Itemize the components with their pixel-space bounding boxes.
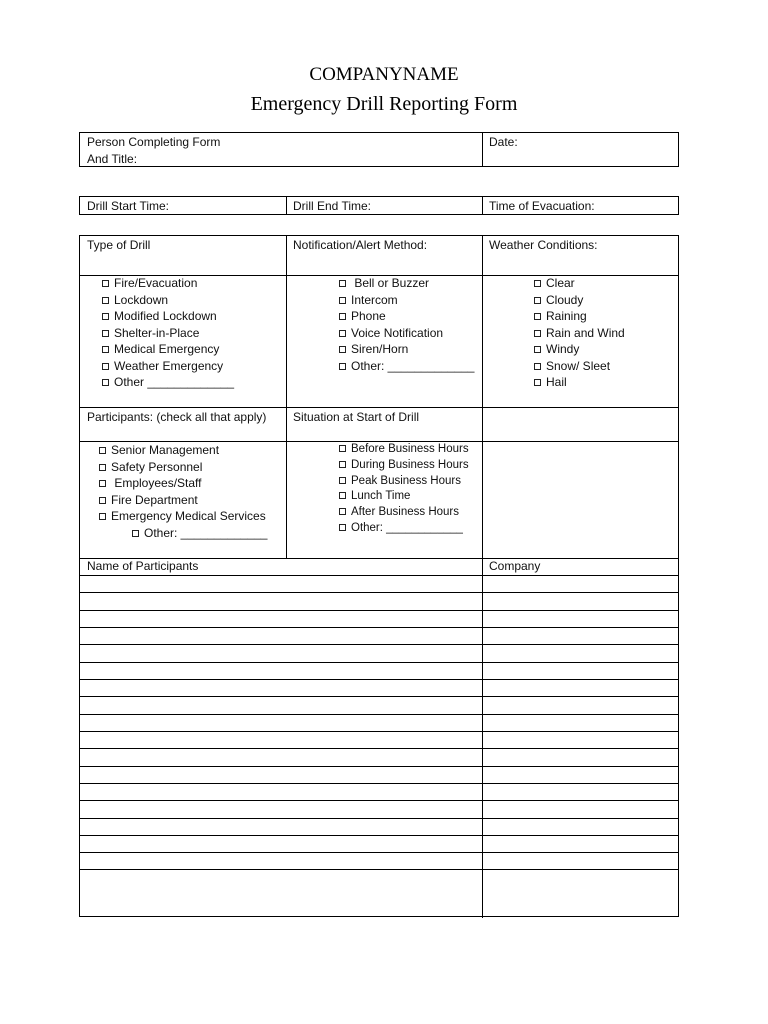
- drill-type-option[interactable]: Other _____________: [102, 374, 234, 391]
- weather-option[interactable]: Windy: [534, 341, 625, 358]
- checkbox-icon[interactable]: [339, 461, 346, 468]
- checkbox-icon[interactable]: [102, 280, 109, 287]
- drill-details-table: [79, 235, 679, 917]
- checkbox-icon[interactable]: [534, 313, 541, 320]
- drill-start-time-field[interactable]: Drill Start Time:: [87, 199, 170, 213]
- checkbox-icon[interactable]: [339, 297, 346, 304]
- alert-method-option[interactable]: Intercom: [339, 292, 474, 309]
- form-title: Emergency Drill Reporting Form: [250, 93, 518, 115]
- checkbox-icon[interactable]: [534, 379, 541, 386]
- drill-type-option[interactable]: Lockdown: [102, 292, 234, 309]
- situation-header: Situation at Start of Drill: [293, 410, 420, 424]
- alert-method-option[interactable]: Siren/Horn: [339, 341, 474, 358]
- checkbox-icon[interactable]: [102, 379, 109, 386]
- company-name: COMPANYNAME: [309, 64, 459, 85]
- alert-method-option[interactable]: Bell or Buzzer: [339, 275, 474, 292]
- situation-list: [339, 442, 469, 537]
- checkbox-icon[interactable]: [339, 330, 346, 337]
- drill-times-table: [79, 196, 679, 215]
- weather-list: [534, 275, 625, 391]
- weather-option[interactable]: Clear: [534, 275, 625, 292]
- checkbox-icon[interactable]: [534, 346, 541, 353]
- date-field[interactable]: Date:: [489, 135, 518, 149]
- checkbox-icon[interactable]: [339, 280, 346, 287]
- company-header: Company: [489, 559, 541, 573]
- participant-type-list: [99, 442, 267, 541]
- alert-method-option[interactable]: Phone: [339, 308, 474, 325]
- checkbox-icon[interactable]: [339, 492, 346, 499]
- person-label-line1: Person Completing Form: [87, 135, 221, 149]
- situation-option[interactable]: Lunch Time: [339, 489, 469, 505]
- checkbox-icon[interactable]: [339, 524, 346, 531]
- checkbox-icon[interactable]: [339, 508, 346, 515]
- situation-option[interactable]: Other: ____________: [339, 521, 469, 537]
- alert-method-list: [339, 275, 474, 374]
- weather-option[interactable]: Cloudy: [534, 292, 625, 309]
- person-label-line2: And Title:: [87, 151, 138, 166]
- situation-option[interactable]: Peak Business Hours: [339, 474, 469, 490]
- evacuation-time-field[interactable]: Time of Evacuation:: [489, 199, 595, 213]
- checkbox-icon[interactable]: [132, 530, 139, 537]
- checkbox-icon[interactable]: [339, 445, 346, 452]
- participant-option[interactable]: Senior Management: [99, 442, 267, 459]
- checkbox-icon[interactable]: [534, 330, 541, 337]
- checkbox-icon[interactable]: [102, 330, 109, 337]
- checkbox-icon[interactable]: [102, 313, 109, 320]
- checkbox-icon[interactable]: [102, 346, 109, 353]
- situation-option[interactable]: Before Business Hours: [339, 442, 469, 458]
- participant-option[interactable]: Employees/Staff: [99, 475, 267, 492]
- participant-option[interactable]: Emergency Medical Services: [99, 508, 267, 525]
- drill-type-option[interactable]: Shelter-in-Place: [102, 325, 234, 342]
- checkbox-icon[interactable]: [102, 297, 109, 304]
- checkbox-icon[interactable]: [99, 497, 106, 504]
- weather-header: Weather Conditions:: [489, 238, 598, 252]
- drill-type-list: [102, 275, 234, 391]
- checkbox-icon[interactable]: [339, 313, 346, 320]
- participant-option[interactable]: Other: _____________: [132, 525, 267, 542]
- checkbox-icon[interactable]: [534, 280, 541, 287]
- drill-end-time-field[interactable]: Drill End Time:: [293, 199, 372, 213]
- alert-method-option[interactable]: Other: _____________: [339, 358, 474, 375]
- participant-option[interactable]: Fire Department: [99, 492, 267, 509]
- weather-option[interactable]: Rain and Wind: [534, 325, 625, 342]
- checkbox-icon[interactable]: [99, 480, 106, 487]
- checkbox-icon[interactable]: [339, 477, 346, 484]
- situation-option[interactable]: After Business Hours: [339, 505, 469, 521]
- name-of-participants-header: Name of Participants: [87, 559, 199, 573]
- checkbox-icon[interactable]: [339, 346, 346, 353]
- checkbox-icon[interactable]: [99, 447, 106, 454]
- drill-type-option[interactable]: Modified Lockdown: [102, 308, 234, 325]
- situation-option[interactable]: During Business Hours: [339, 458, 469, 474]
- type-of-drill-header: Type of Drill: [87, 238, 151, 252]
- participant-option[interactable]: Safety Personnel: [99, 459, 267, 476]
- person-completing-label[interactable]: [87, 134, 220, 167]
- checkbox-icon[interactable]: [99, 513, 106, 520]
- drill-type-option[interactable]: Weather Emergency: [102, 358, 234, 375]
- checkbox-icon[interactable]: [534, 363, 541, 370]
- checkbox-icon[interactable]: [102, 363, 109, 370]
- checkbox-icon[interactable]: [99, 464, 106, 471]
- checkbox-icon[interactable]: [534, 297, 541, 304]
- weather-option[interactable]: Hail: [534, 374, 625, 391]
- alert-method-option[interactable]: Voice Notification: [339, 325, 474, 342]
- participants-header: Participants: (check all that apply): [87, 410, 267, 424]
- person-date-table: [79, 132, 679, 167]
- weather-option[interactable]: Raining: [534, 308, 625, 325]
- alert-method-header: Notification/Alert Method:: [293, 238, 428, 252]
- drill-type-option[interactable]: Medical Emergency: [102, 341, 234, 358]
- weather-option[interactable]: Snow/ Sleet: [534, 358, 625, 375]
- checkbox-icon[interactable]: [339, 363, 346, 370]
- drill-type-option[interactable]: Fire/Evacuation: [102, 275, 234, 292]
